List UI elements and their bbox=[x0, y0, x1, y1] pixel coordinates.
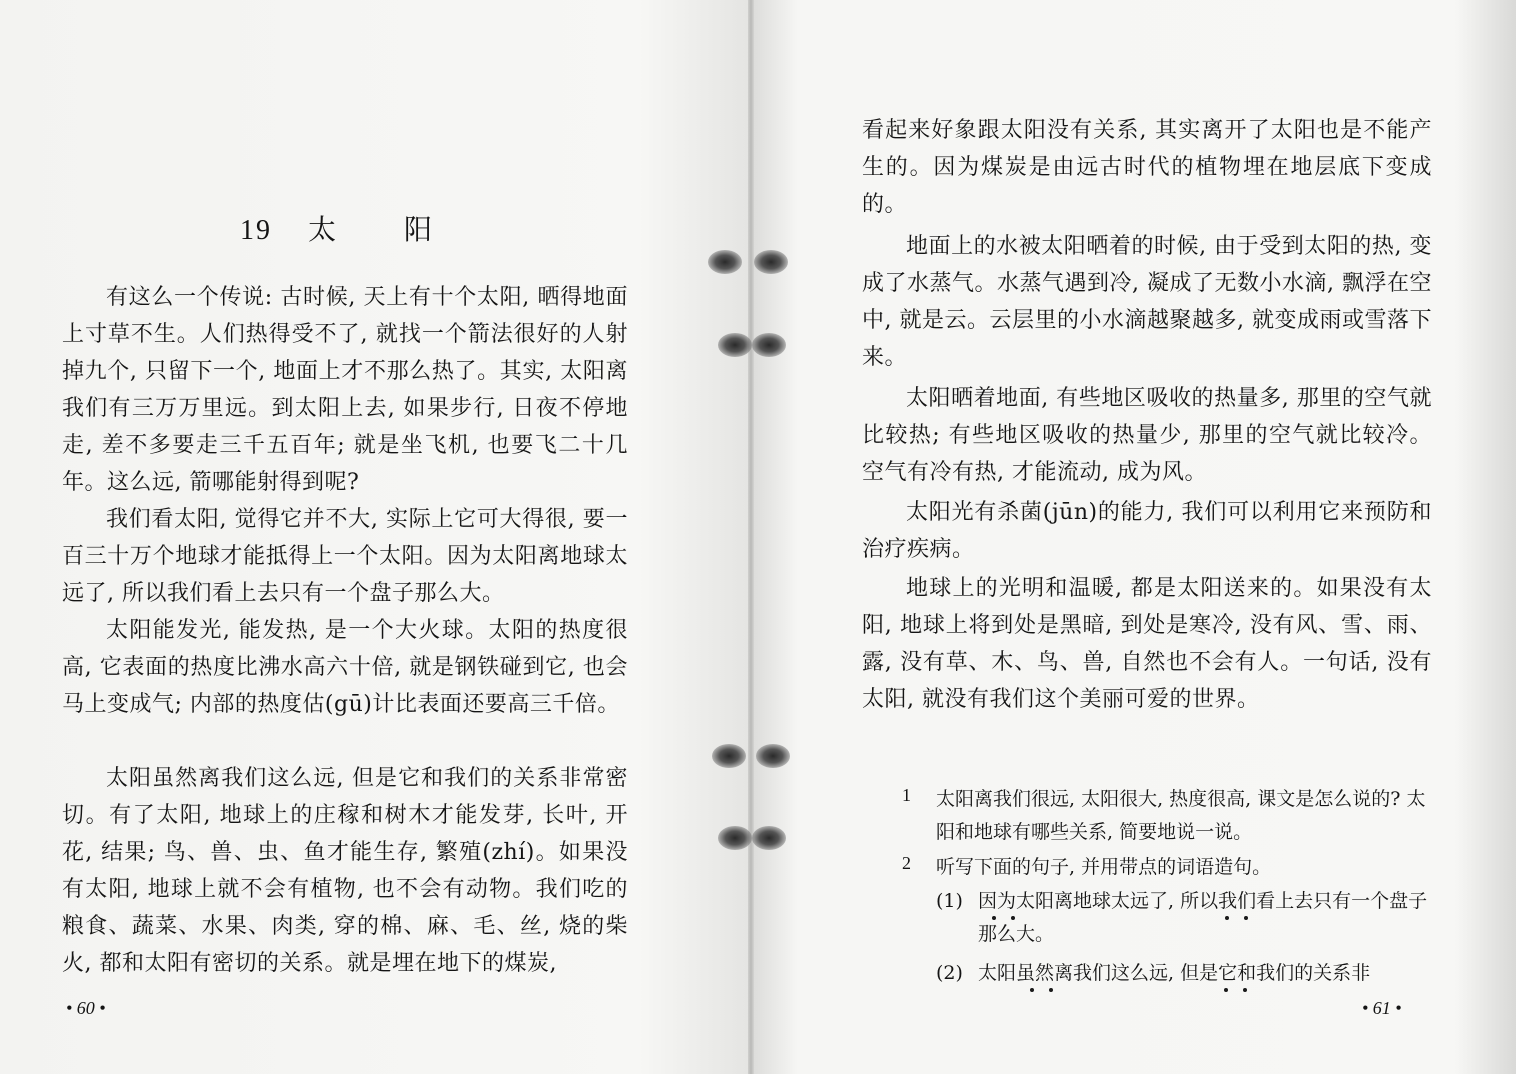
sentence-label: (1) bbox=[936, 890, 963, 912]
emphasis-dot bbox=[1011, 916, 1015, 920]
binding-hole bbox=[752, 826, 786, 850]
emphasis-dot bbox=[1049, 988, 1053, 992]
emphasis-dot bbox=[1224, 988, 1228, 992]
binding-hole bbox=[752, 333, 786, 357]
sentence-label: (2) bbox=[936, 962, 963, 984]
binding-hole bbox=[712, 744, 746, 768]
paragraph: 太阳光有杀菌(jūn)的能力, 我们可以利用它来预防和治疗疾病。 bbox=[862, 500, 1432, 562]
emphasis-dot bbox=[1244, 916, 1248, 920]
lesson-number: 19 bbox=[240, 215, 272, 246]
right-page bbox=[752, 0, 1516, 1074]
paragraph: 看起来好象跟太阳没有关系, 其实离开了太阳也是不能产生的。因为煤炭是由远古时代的植物埋在地层底下变成的。 bbox=[862, 118, 1432, 217]
exercise-number: 1 bbox=[902, 785, 911, 805]
sentence-text: 因为太阳离地球太远了, 所以我们看上去只有一个盘子那么大。 bbox=[978, 890, 1428, 945]
title-char-1: 太 bbox=[308, 213, 339, 246]
title-char-2: 阳 bbox=[404, 213, 435, 246]
emphasis-dot bbox=[992, 916, 996, 920]
binding-hole bbox=[718, 333, 752, 357]
emphasis-dot bbox=[1030, 988, 1034, 992]
paragraph: 太阳晒着地面, 有些地区吸收的热量多, 那里的空气就比较热; 有些地区吸收的热量少, 那里的空气就比较冷。空气有冷有热, 才能流动, 成为风。 bbox=[862, 386, 1432, 485]
book-spine bbox=[748, 0, 754, 1074]
emphasis-dot bbox=[1243, 988, 1247, 992]
binding-hole bbox=[754, 250, 788, 274]
paragraph: 地面上的水被太阳晒着的时候, 由于受到太阳的热, 变成了水蒸气。水蒸气遇到冷, 凝成了无数小水滴, 飘浮在空中, 就是云。云层里的小水滴越聚越多, 就变成雨或雪落下来。 bbox=[862, 234, 1432, 370]
binding-hole bbox=[718, 826, 752, 850]
sentence-text: 太阳虽然离我们这么远, 但是它和我们的关系非 bbox=[978, 962, 1371, 984]
page-number-right: • 61 • bbox=[1362, 998, 1402, 1018]
binding-hole bbox=[756, 744, 790, 768]
page-number-left: • 60 • bbox=[66, 998, 106, 1018]
emphasis-dot bbox=[1225, 916, 1229, 920]
binding-hole bbox=[708, 250, 742, 274]
paragraph: 我们看太阳, 觉得它并不大, 实际上它可大得很, 要一百三十万个地球才能抵得上一个太阳。因为太阳离地球太远了, 所以我们看上去只有一个盘子那么大。 bbox=[62, 507, 628, 606]
paragraph: 太阳虽然离我们这么远, 但是它和我们的关系非常密切。有了太阳, 地球上的庄稼和树木才能发芽, 长叶, 开花, 结果; 鸟、兽、虫、鱼才能生存, 繁殖(zhí)。如果没有太阳, 地球上就不会有植物, 也不会有动物。我们吃的粮食、蔬菜、水果、肉类, 穿的棉、麻、毛、丝, 烧的柴火, 都和太阳有密切的关系。就是埋在地下的煤炭, bbox=[62, 766, 628, 976]
paragraph: 有这么一个传说: 古时候, 天上有十个太阳, 晒得地面上寸草不生。人们热得受不了, 就找一个箭法很好的人射掉九个, 只留下一个, 地面上才不那么热了。其实, 太阳离我们有三万万里远。到太阳上去, 如果步行, 日夜不停地走, 差不多要走三千五百年; 就是坐飞机, 也要飞二十几年。这么远, 箭哪能射得到呢? bbox=[62, 285, 628, 495]
exercise-number: 2 bbox=[902, 853, 911, 873]
exercise-text: 太阳离我们很远, 太阳很大, 热度很高, 课文是怎么说的? 太阳和地球有哪些关系, 简要地说一说。 bbox=[936, 788, 1426, 843]
lesson-title bbox=[240, 208, 434, 248]
paragraph: 太阳能发光, 能发热, 是一个大火球。太阳的热度很高, 它表面的热度比沸水高六十倍, 就是钢铁碰到它, 也会马上变成气; 内部的热度估(gū)计比表面还要高三千倍。 bbox=[62, 618, 628, 717]
exercise-text: 听写下面的句子, 并用带点的词语造句。 bbox=[936, 856, 1272, 878]
paragraph: 地球上的光明和温暖, 都是太阳送来的。如果没有太阳, 地球上将到处是黑暗, 到处是寒冷, 没有风、雪、雨、露, 没有草、木、鸟、兽, 自然也不会有人。一句话, 没有太阳, 就没有我们这个美丽可爱的世界。 bbox=[862, 576, 1432, 712]
left-page bbox=[0, 0, 752, 1074]
